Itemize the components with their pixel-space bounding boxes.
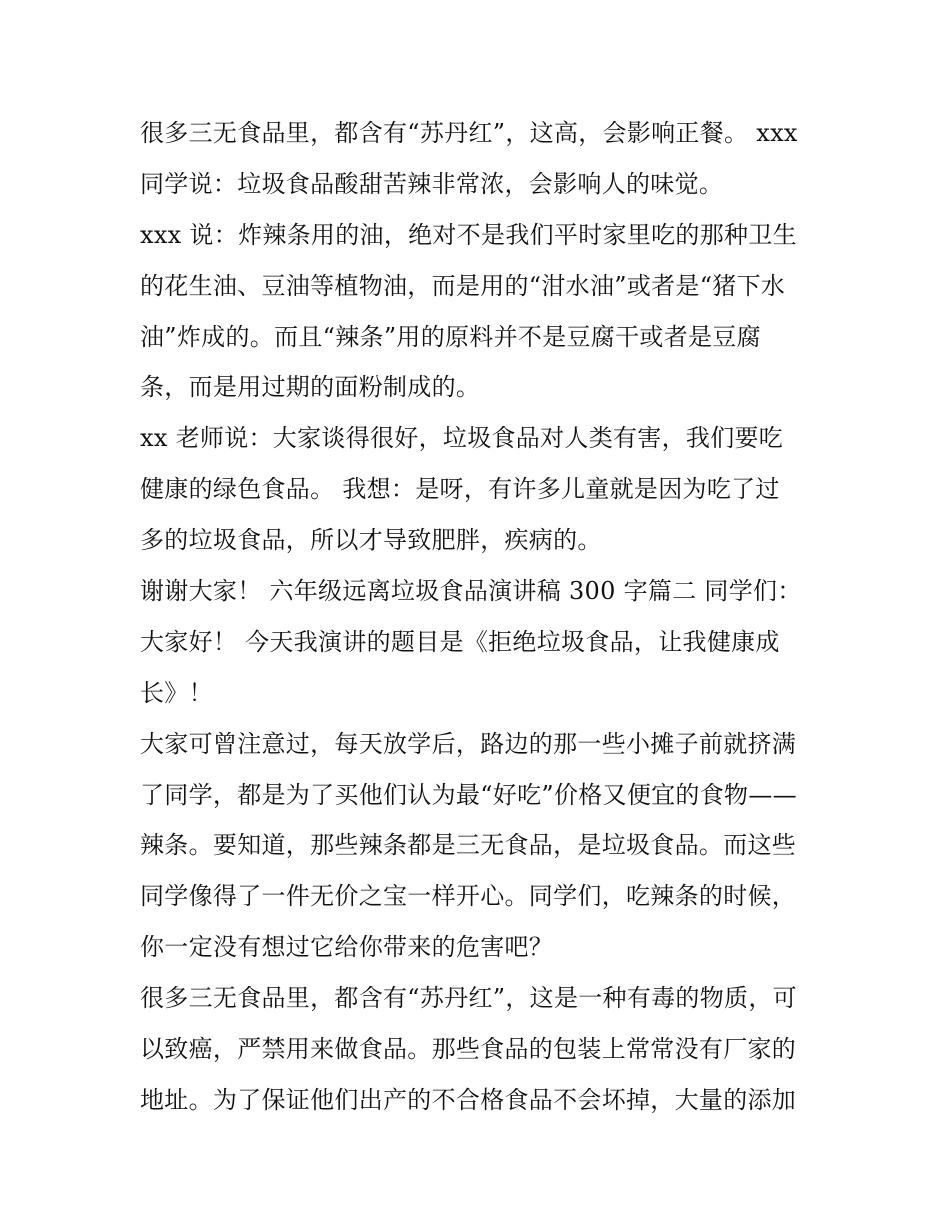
text-line: 很多三无食品里，都含有“苏丹红”，这高，会影响正餐。 xxx	[140, 119, 798, 147]
text-line: xx 老师说：大家谈得很好，垃圾食品对人类有害，我们要吃	[140, 424, 784, 453]
text-line: 健康的绿色食品。 我想：是呀，有许多儿童就是因为吃了过	[140, 475, 780, 504]
text-line: 你一定没有想过它给你带来的危害吧？	[140, 933, 554, 962]
text-line: 同学说：垃圾食品酸甜苦辣非常浓，会影响人的味觉。	[140, 169, 724, 198]
text-line: 多的垃圾食品，所以才导致肥胖，疾病的。	[140, 526, 602, 555]
text-line: 了同学，都是为了买他们认为最“好吃”价格又便宜的食物——	[140, 780, 797, 809]
text-line: 条，而是用过期的面粉制成的。	[140, 373, 481, 402]
text-line: 长》！	[140, 678, 213, 707]
text-line: 很多三无食品里，都含有“苏丹红”，这是一种有毒的物质，可	[140, 984, 797, 1013]
text-line: 谢谢大家！ 六年级远离垃圾食品演讲稿 300 字篇二 同学们：	[140, 577, 802, 606]
text-line: 的花生油、豆油等植物油，而是用的“泔水油”或者是“猪下水	[140, 271, 786, 300]
text-line: 大家好！ 今天我演讲的题目是《拒绝垃圾食品，让我健康成	[140, 627, 780, 656]
text-line: xxx 说：炸辣条用的油，绝对不是我们平时家里吃的那种卫生	[140, 220, 797, 249]
text-line: 以致癌，严禁用来做食品。那些食品的包装上常常没有厂家的	[140, 1035, 797, 1064]
text-line: 油”炸成的。而且“辣条”用的原料并不是豆腐干或者是豆腐	[140, 322, 761, 351]
text-line: 同学像得了一件无价之宝一样开心。同学们，吃辣条的时候，	[140, 882, 797, 911]
document-body	[140, 108, 820, 1126]
text-line: 辣条。要知道，那些辣条都是三无食品，是垃圾食品。而这些	[140, 831, 797, 860]
text-line: 大家可曾注意过，每天放学后，路边的那一些小摊子前就挤满	[140, 729, 797, 758]
text-line: 地址。为了保证他们出产的不合格食品不会坏掉，大量的添加	[140, 1085, 797, 1114]
